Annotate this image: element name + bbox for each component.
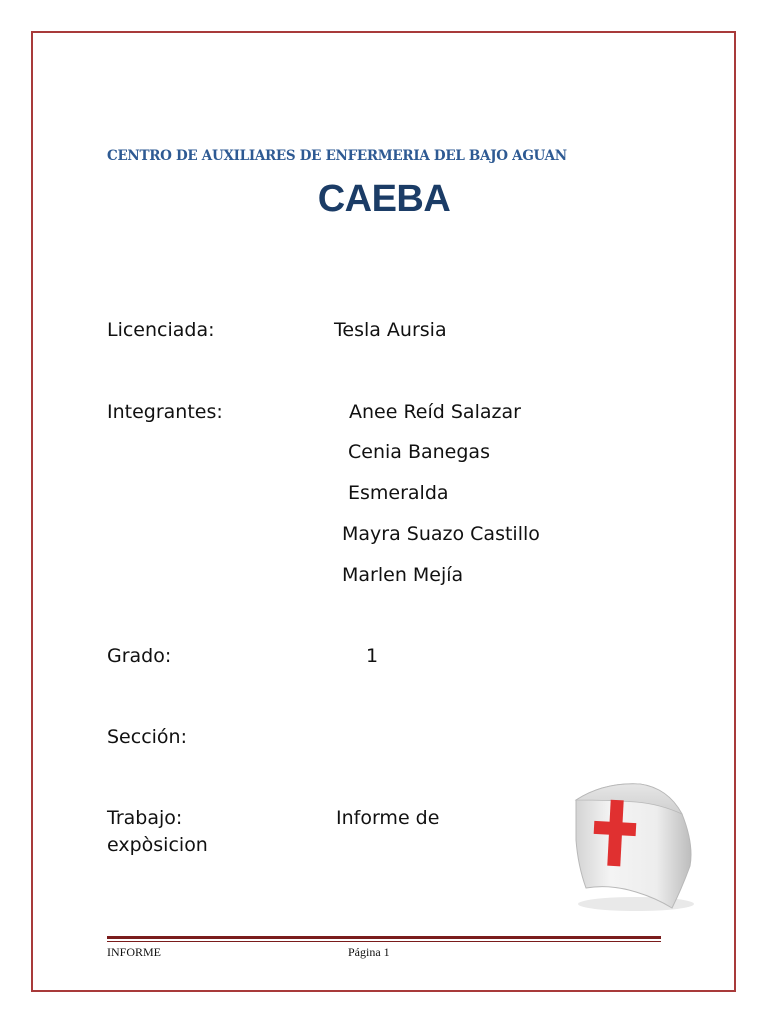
trabajo-label-line1: Trabajo: [107,807,183,829]
member-item: Marlen Mejía [342,564,464,586]
grado-value: 1 [366,645,379,667]
licenciada-value: Tesla Aursia [334,319,447,341]
trabajo-value: Informe de [336,807,440,829]
integrantes-label: Integrantes: [107,401,223,423]
licenciada-label: Licenciada: [107,319,215,341]
member-item: Esmeralda [348,482,449,504]
grado-label: Grado: [107,645,172,667]
seccion-label: Sección: [107,726,187,748]
member-item: Mayra Suazo Castillo [342,523,540,545]
trabajo-label-line2: expòsicion [107,834,208,856]
member-item: Anee Reíd Salazar [349,401,521,423]
institution-acronym: CAEBA [317,178,451,220]
nurse-cap-icon [564,770,704,920]
footer-rule-thick [107,936,661,939]
footer-rule-thin [107,941,661,942]
member-item: Cenia Banegas [348,441,490,463]
page-number: Página 1 [348,945,390,959]
institution-name: CENTRO DE AUXILIARES DE ENFERMERIA DEL BAJO AGUAN [107,148,567,164]
footer-title: INFORME [107,945,162,959]
